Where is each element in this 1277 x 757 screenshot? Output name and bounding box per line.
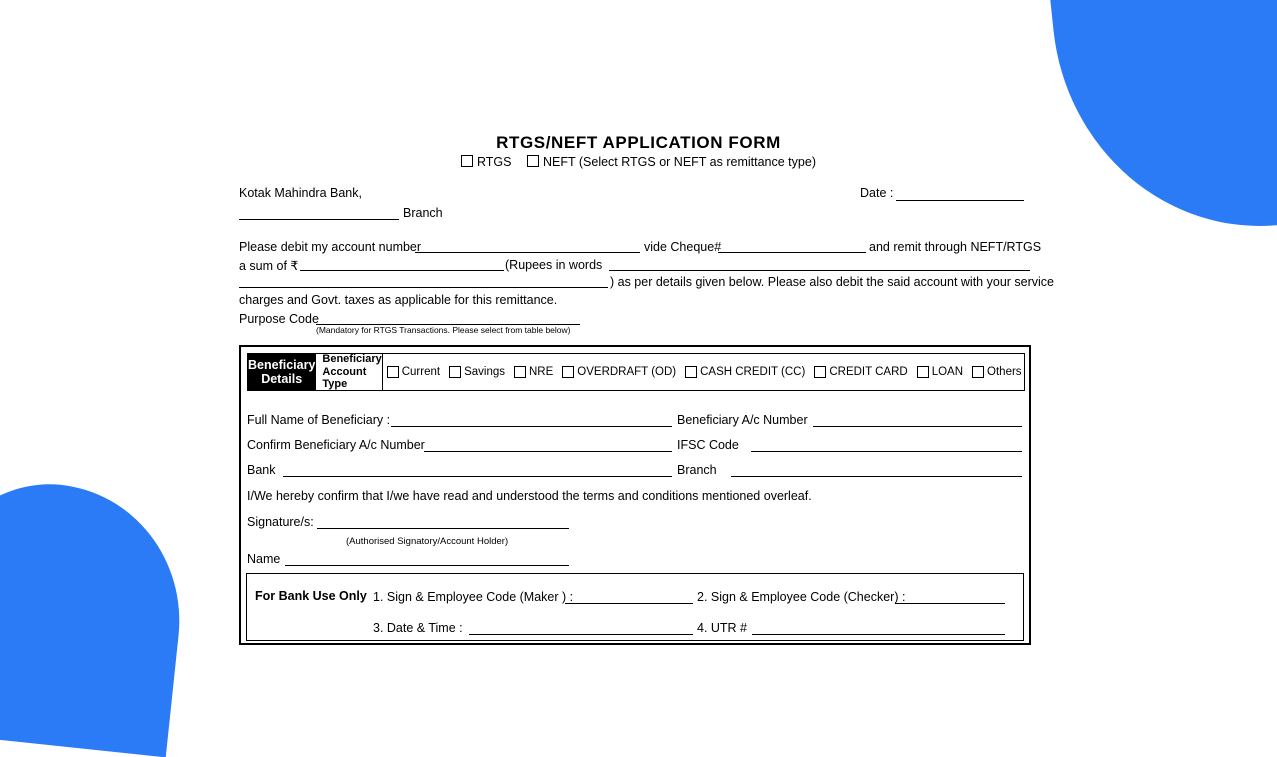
bank-use-title: For Bank Use Only [255,589,367,603]
full-name-rule[interactable] [391,426,672,427]
checkbox-account-type-nre[interactable] [514,366,553,378]
checkbox-box-icon[interactable] [972,366,984,378]
checkbox-box-icon[interactable] [387,366,399,378]
checkbox-account-type-credit-card[interactable] [814,366,907,378]
checkbox-box-icon[interactable] [562,366,574,378]
date-input-rule[interactable] [896,200,1024,201]
checkbox-rtgs-label: RTGS [477,155,512,169]
checkbox-box-icon[interactable] [685,366,697,378]
amount-figures-rule[interactable] [300,270,504,271]
ac-number-rule[interactable] [813,426,1022,427]
ac-number-label: Beneficiary A/c Number [677,413,808,427]
branch-input-rule[interactable] [239,219,399,220]
account-type-option-label: Savings [464,366,505,378]
account-type-option-label: Others [987,366,1022,378]
account-type-option-label: CASH CREDIT (CC) [700,366,806,378]
checkbox-account-type-others[interactable] [972,366,1022,378]
cheque-number-rule[interactable] [718,252,866,253]
checkbox-box-icon[interactable] [527,155,539,167]
amount-words-rule-2[interactable] [239,287,608,288]
signature-label: Signature/s: [247,515,314,529]
declaration-text: I/We hereby confirm that I/we have read and understood the terms and conditions mentioned overleaf. [247,489,812,503]
checkbox-box-icon[interactable] [814,366,826,378]
purpose-code-note: (Mandatory for RTGS Transactions. Please select from table below) [316,325,571,335]
checkbox-account-type-cash-credit[interactable] [685,366,805,378]
checkbox-account-type-savings[interactable] [449,366,505,378]
maker-sign-label: 1. Sign & Employee Code (Maker ) : [373,590,574,604]
ifsc-label: IFSC Code [677,438,739,452]
account-number-rule[interactable] [415,252,640,253]
account-type-label-line2: Account Type [322,365,367,391]
bank-rule[interactable] [283,476,672,477]
benef-branch-label: Branch [677,463,717,477]
beneficiary-details-tag [248,354,315,390]
checkbox-box-icon[interactable] [461,155,473,167]
bank-label: Bank [247,463,276,477]
maker-sign-rule[interactable] [565,603,693,604]
ifsc-rule[interactable] [751,451,1022,452]
details-note: ) as per details given below. Please also debit the said account with your service [610,275,1054,289]
utr-label: 4. UTR # [697,621,748,635]
bank-use-only-box [246,573,1024,641]
checker-sign-label: 2. Sign & Employee Code (Checker) : [697,590,906,604]
checkbox-account-type-loan[interactable] [917,366,963,378]
account-type-label-line1: Beneficiary [322,353,382,366]
name-label: Name [247,552,281,566]
confirm-ac-number-label: Confirm Beneficiary A/c Number [247,438,425,452]
date-time-label: 3. Date & Time : [373,621,463,635]
signature-note: (Authorised Signatory/Account Holder) [346,536,509,547]
cheque-label: vide Cheque# [644,240,722,254]
bank-name: Kotak Mahindra Bank, [239,186,362,200]
full-name-label: Full Name of Beneficiary : [247,413,391,427]
rupees-in-words-label: (Rupees in words [505,258,603,272]
remit-through-label: and remit through NEFT/RTGS [869,240,1042,254]
amount-words-rule-1[interactable] [609,270,1030,271]
checkbox-neft[interactable] [527,155,816,169]
debit-account-label: Please debit my account number [239,240,422,254]
account-type-option-label: CREDIT CARD [829,366,908,378]
checkbox-neft-label: NEFT (Select RTGS or NEFT as remittance type) [542,155,816,169]
account-type-option-label: Current [401,366,441,378]
beneficiary-header-row [247,353,1025,391]
date-time-rule[interactable] [469,634,693,635]
checkbox-account-type-current[interactable] [387,366,440,378]
sum-of-label: a sum of ₹ [239,259,299,273]
account-type-options [382,354,1031,390]
signature-rule[interactable] [317,528,569,529]
beneficiary-tag-line1: Beneficiary [248,357,316,372]
beneficiary-tag-line2: Details [261,372,303,386]
name-rule[interactable] [285,565,569,566]
checkbox-box-icon[interactable] [917,366,929,378]
utr-rule[interactable] [752,634,1005,635]
checkbox-rtgs[interactable] [461,155,512,169]
account-type-label [315,354,381,390]
charges-note: charges and Govt. taxes as applicable for this remittance. [239,293,558,307]
account-type-option-label: LOAN [931,366,964,378]
account-type-option-label: OVERDRAFT (OD) [577,366,677,378]
remittance-type-row [0,155,1277,169]
confirm-ac-number-rule[interactable] [424,451,672,452]
benef-branch-rule[interactable] [731,476,1022,477]
checkbox-box-icon[interactable] [514,366,526,378]
purpose-code-label: Purpose Code [239,312,319,326]
page-title: RTGS/NEFT APPLICATION FORM [496,133,781,152]
checker-sign-rule[interactable] [895,603,1005,604]
checkbox-box-icon[interactable] [449,366,461,378]
account-type-option-label: NRE [529,366,554,378]
branch-label: Branch [403,206,443,220]
date-label: Date : [860,186,894,200]
checkbox-account-type-overdraft[interactable] [562,366,676,378]
